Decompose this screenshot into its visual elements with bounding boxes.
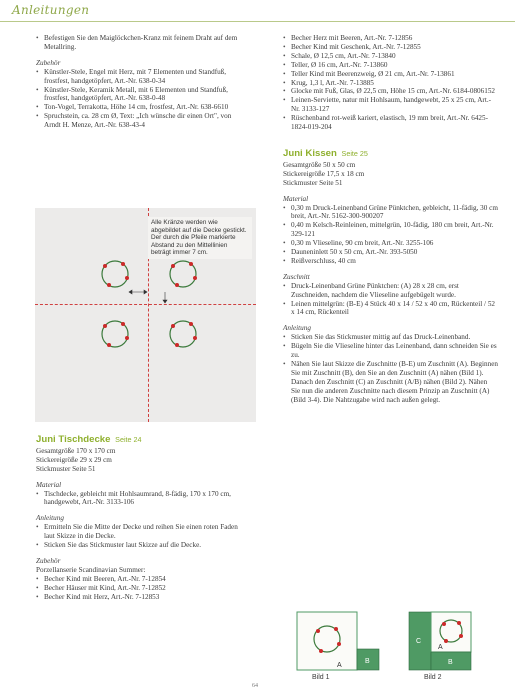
list-item: • Leinen-Serviette, natur mit Hohlsaum, handgewebt, 25 x 25 cm, Art.-Nr. 3133-127	[283, 96, 498, 114]
list-item: • Becher Herz mit Beeren, Art.-Nr. 7-12856	[283, 34, 498, 43]
figure-note: Alle Kränze werden wie abgebildet auf die Decke gestickt. Der durch die Pfeile markierte Abstand zu den Mittellinien beträgt immer 7 cm.	[148, 217, 252, 259]
tischdecke-heading	[36, 436, 246, 445]
list-item: • Leinen mittelgrün: (B-E) 4 Stück 40 x 14 / 52 x 40 cm, Rückenteil / 52 x 14 cm, Rückenteil	[283, 300, 498, 318]
header-rule	[0, 21, 515, 22]
label-a: A	[438, 644, 443, 651]
list-item: • Teller Kind mit Beerenzweig, Ø 21 cm, Art.-Nr. 7-13861	[283, 70, 498, 79]
label-c: C	[416, 638, 422, 645]
right-column	[283, 34, 498, 405]
zubehoer-heading: Zubehör	[36, 58, 61, 67]
page-header	[0, 0, 515, 28]
anleitung-heading: Anleitung	[283, 324, 311, 333]
kissen-heading	[283, 147, 498, 159]
material-heading: Material	[36, 480, 62, 489]
spec-line: Stickmuster Seite 51	[36, 464, 96, 473]
list-item: • Krug, 1,3 l, Art.-Nr. 7-13885	[283, 79, 498, 88]
list-item: • Spruchstein, ca. 28 cm Ø, Text: „Ich wünsche dir einen Ort", von Arndt H. Menze, Art.-Nr. 638-43-4	[36, 112, 246, 130]
left-column-top	[36, 34, 246, 130]
list-item: • Schale, Ø 12,5 cm, Art.-Nr. 7-13840	[283, 52, 498, 61]
list-item: • Bügeln Sie die Vlieseline hinter das Leinenband, dann schneiden Sie es zu.	[283, 342, 498, 360]
kissen-title: Juni Kissen	[283, 147, 337, 159]
list-item: • 0,30 m Druck-Leinenband Grüne Pünktchen, gebleicht, 11-fädig, 30 cm breit, Art.-Nr. 5162-300-900207	[283, 204, 498, 222]
list-item: • Druck-Leinenband Grüne Pünktchen: (A) 28 x 28 cm, erst Zuschneiden, nachdem die Vlieseline aufgebügelt wurde.	[283, 282, 498, 300]
list-item: • Teller, Ø 16 cm, Art.-Nr. 7-13860	[283, 61, 498, 70]
spec-line: Stickereigröße 17,5 x 18 cm	[283, 169, 365, 178]
list-item: • Sticken Sie das Stickmuster laut Skizze auf die Decke.	[36, 541, 246, 550]
list-item: • Tischdecke, gebleicht mit Hohlsaumrand, 8-fädig, 170 x 170 cm, handgewebt, Art.-Nr. 3133-106	[36, 490, 246, 508]
label-a: A	[337, 662, 342, 669]
list-item: • Dauneninlett 50 x 50 cm, Art.-Nr. 393-5050	[283, 248, 498, 257]
tablecloth-figure	[35, 208, 256, 422]
section-title: Anleitungen	[12, 3, 90, 17]
list-item: • Reißverschluss, 40 cm	[283, 257, 498, 266]
list-item: • Becher Kind mit Geschenk, Art.-Nr. 7-12855	[283, 43, 498, 52]
material-heading: Material	[283, 194, 309, 203]
tischdecke-page-ref: Seite 24	[115, 435, 142, 444]
zuschnitt-heading: Zuschnitt	[283, 272, 310, 281]
list-item: • Rüschenband rot-weiß kariert, elastisch, 19 mm breit, Art.-Nr. 6425-1824-019-204	[283, 114, 498, 132]
spec-line: Stickereigröße 29 x 29 cm	[36, 455, 112, 464]
tischdecke-title: Juni Tischdecke	[36, 434, 111, 445]
list-item: • Künstler-Stele, Engel mit Herz, mit 7 Elementen und Standfuß, frostfest, handgetöpfert, Art.-Nr. 638-0-34	[36, 68, 246, 86]
list-item: • 0,30 m Vlieseline, 90 cm breit, Art.-Nr. 3255-106	[283, 239, 498, 248]
page-number: 64	[252, 683, 258, 689]
list-item: • Nähen Sie laut Skizze die Zuschnitte (B-E) um Zuschnitt (A). Beginnen Sie mit Zuschnitt (B), den Sie an den Zuschnitt (A) nähen (Bild 1). Danach den Zuschnitt (C) an Zuschnitt (A/B) nähen (Bild 2). Nähen Sie nun die anderen Zuschnitte nach diesem Prinzip an Zuschnitt (A) (Bild 3-4). Die Nahtzugabe wird nach außen gelegt.	[283, 360, 498, 405]
list-item: • Ermitteln Sie die Mitte der Decke und reihen Sie einen roten Faden laut Skizze in die Decke.	[36, 523, 246, 541]
list-item: • Künstler-Stele, Keramik Metall, mit 6 Elementen und Standfuß, frostfest, handgetöpfert, Art.-Nr. 638-0-48	[36, 86, 246, 104]
list-item: • Becher Häuser mit Kind, Art.-Nr. 7-12852	[36, 584, 246, 593]
spec-line: Gesamtgröße 50 x 50 cm	[283, 160, 356, 169]
list-item: • Glocke mit Fuß, Glas, Ø 22,5 cm, Höhe 15 cm, Art.-Nr. 6184-0806152	[283, 87, 498, 96]
intro-item: • Befestigen Sie den Maiglöckchen-Kranz mit feinem Draht auf dem Metallring.	[36, 34, 246, 52]
list-item: • 0,40 m Kelsch-Reinleinen, mittelgrün, 10-fädig, 180 cm breit, Art.-Nr. 329-121	[283, 221, 498, 239]
bild-1-caption: Bild 1	[312, 674, 330, 681]
list-item: • Becher Kind mit Herz, Art.-Nr. 7-12853	[36, 593, 246, 602]
left-column-bottom	[36, 436, 246, 602]
list-item: • Sticken Sie das Stickmuster mittig auf das Druck-Leinenband.	[283, 333, 498, 342]
list-item: • Ton-Vogel, Terrakotta, Höhe 14 cm, frostfest, Art.-Nr. 638-6610	[36, 103, 246, 112]
label-b: B	[448, 659, 453, 666]
spec-line: Gesamtgröße 170 x 170 cm	[36, 446, 116, 455]
bild-2-caption: Bild 2	[424, 674, 442, 681]
anleitung-heading: Anleitung	[36, 514, 64, 523]
porzellan-line: Porzellanserie Scandinavian Summer:	[36, 565, 146, 574]
label-b: B	[365, 658, 370, 665]
spec-line: Stickmuster Seite 51	[283, 178, 343, 187]
bild-1-diagram	[296, 611, 382, 671]
zubehoer-list	[36, 68, 246, 130]
list-item: • Becher Kind mit Beeren, Art.-Nr. 7-12854	[36, 575, 246, 584]
kissen-page-ref: Seite 25	[341, 148, 368, 158]
zubehoer2-heading: Zubehör	[36, 556, 61, 565]
bild-2-diagram	[408, 611, 494, 671]
